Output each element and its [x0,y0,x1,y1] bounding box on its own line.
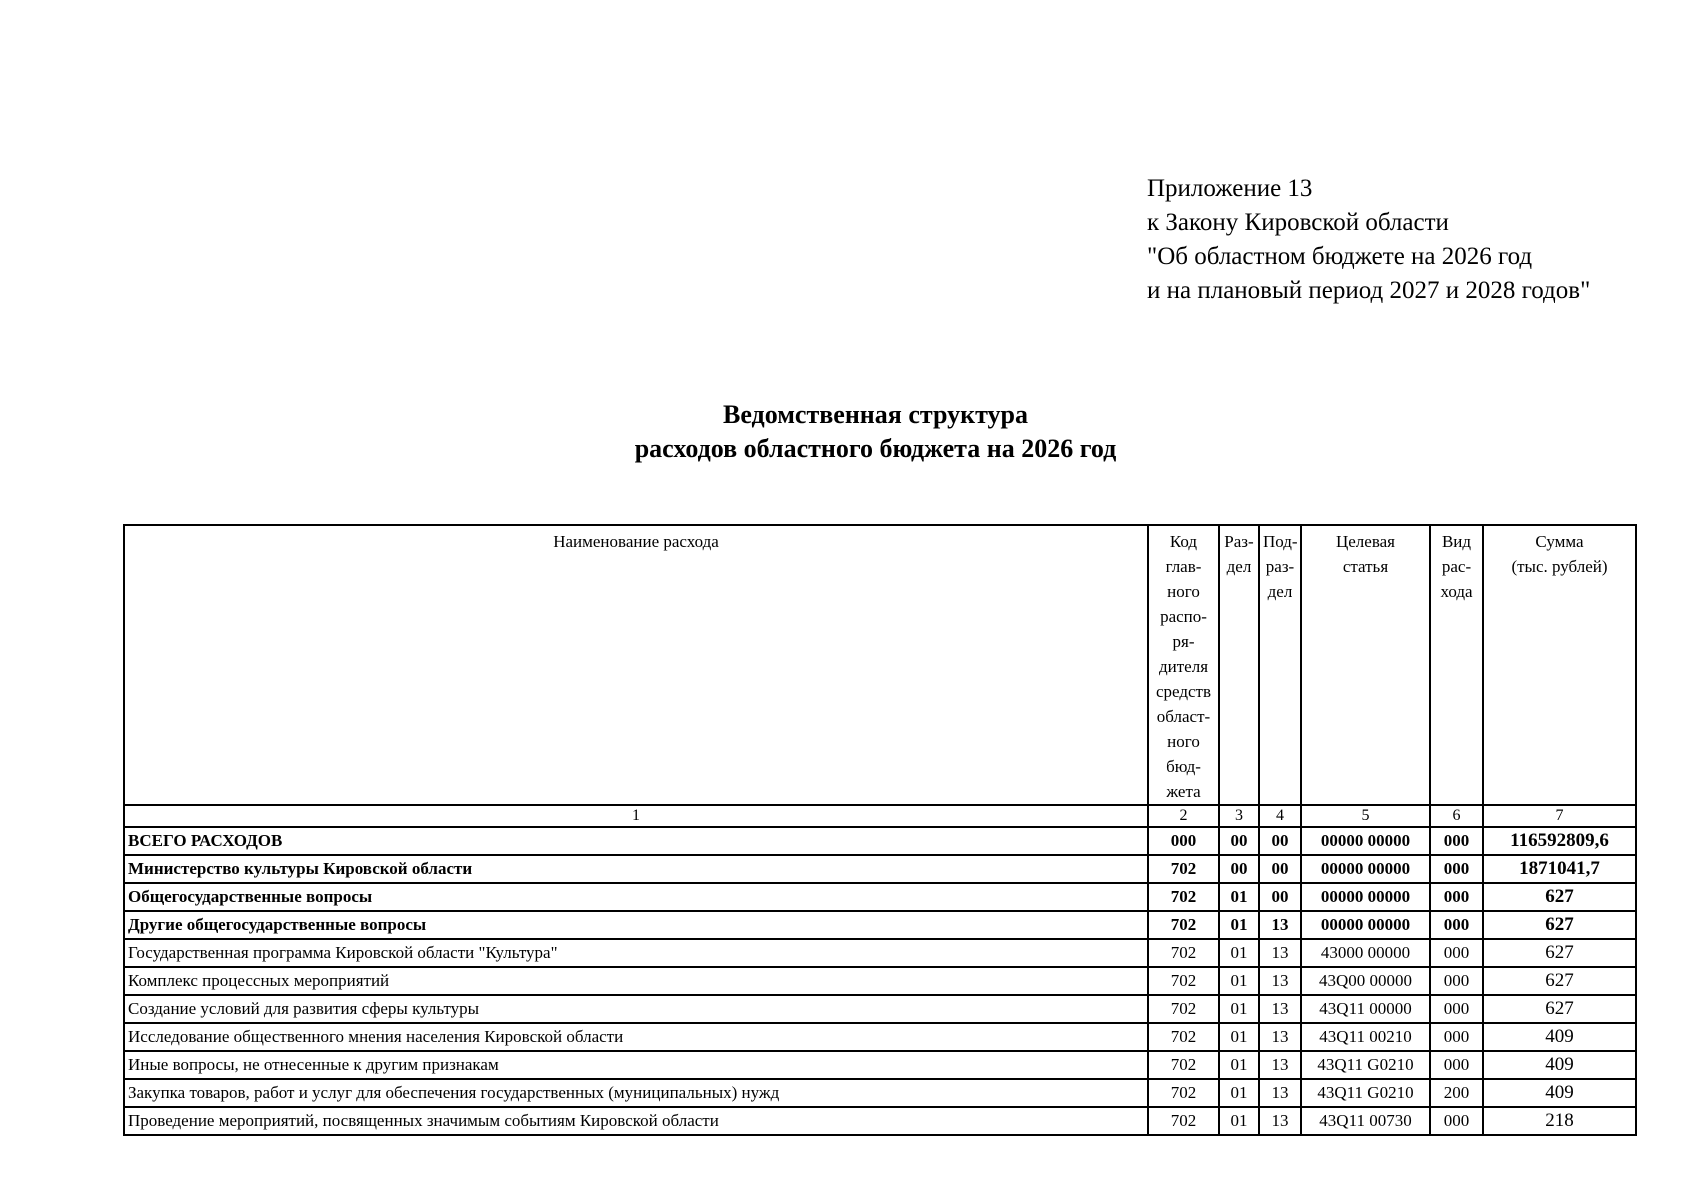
header-line: област- [1156,707,1211,726]
cell-subsection: 13 [1259,995,1301,1023]
cell-name: Исследование общественного мнения населения Кировской области [124,1023,1148,1051]
table-row [124,939,1636,967]
cell-code: 702 [1148,883,1219,911]
cell-expense-type: 000 [1430,883,1483,911]
column-number: 1 [124,805,1148,827]
cell-section: 01 [1219,967,1259,995]
cell-target: 43Q11 00730 [1301,1107,1430,1135]
cell-expense-type: 000 [1430,855,1483,883]
header-sum [1483,525,1636,805]
header-line: ного [1167,582,1200,601]
header-line: (тыс. рублей) [1511,557,1608,576]
cell-code: 000 [1148,827,1219,855]
header-line: рас- [1441,557,1472,576]
table-row [124,911,1636,939]
cell-target: 00000 00000 [1301,883,1430,911]
table-header [124,525,1636,827]
cell-name: Закупка товаров, работ и услуг для обеспечения государственных (муниципальных) нужд [124,1079,1148,1107]
cell-code: 702 [1148,1079,1219,1107]
cell-section: 00 [1219,827,1259,855]
header-line: дителя [1158,657,1209,676]
cell-subsection: 13 [1259,1023,1301,1051]
cell-code: 702 [1148,1051,1219,1079]
header-line: ря- [1172,632,1195,651]
cell-section: 01 [1219,939,1259,967]
cell-sum: 409 [1483,1079,1636,1107]
cell-expense-type: 200 [1430,1079,1483,1107]
cell-sum: 116592809,6 [1483,827,1636,855]
cell-expense-type: 000 [1430,1107,1483,1135]
cell-sum: 627 [1483,883,1636,911]
cell-name: Общегосударственные вопросы [124,883,1148,911]
cell-expense-type: 000 [1430,1023,1483,1051]
cell-sum: 627 [1483,967,1636,995]
cell-name: Другие общегосударственные вопросы [124,911,1148,939]
cell-expense-type: 000 [1430,911,1483,939]
cell-code: 702 [1148,855,1219,883]
table-row [124,883,1636,911]
cell-subsection: 00 [1259,855,1301,883]
cell-name: Иные вопросы, не отнесенные к другим признакам [124,1051,1148,1079]
table-row [124,967,1636,995]
cell-target: 43000 00000 [1301,939,1430,967]
header-line: хода [1440,582,1473,601]
cell-target: 43Q11 G0210 [1301,1051,1430,1079]
cell-target: 43Q11 00210 [1301,1023,1430,1051]
cell-subsection: 13 [1259,967,1301,995]
header-line: Под- [1263,532,1298,551]
cell-subsection: 13 [1259,911,1301,939]
cell-target: 00000 00000 [1301,827,1430,855]
table-row [124,1023,1636,1051]
header-line: Раз- [1224,532,1254,551]
header-line: Сумма [1535,532,1584,551]
cell-sum: 409 [1483,1051,1636,1079]
cell-sum: 627 [1483,995,1636,1023]
header-line: дел [1226,557,1252,576]
cell-expense-type: 000 [1430,1051,1483,1079]
document-title [0,398,1701,466]
cell-subsection: 13 [1259,1051,1301,1079]
cell-code: 702 [1148,1023,1219,1051]
cell-name: Создание условий для развития сферы культуры [124,995,1148,1023]
budget-table [123,524,1637,1136]
cell-sum: 627 [1483,911,1636,939]
cell-target: 00000 00000 [1301,855,1430,883]
table-row [124,1107,1636,1135]
cell-code: 702 [1148,995,1219,1023]
cell-section: 01 [1219,883,1259,911]
cell-section: 01 [1219,1051,1259,1079]
cell-section: 01 [1219,995,1259,1023]
cell-subsection: 13 [1259,1079,1301,1107]
cell-expense-type: 000 [1430,995,1483,1023]
header-line: раз- [1265,557,1295,576]
cell-name: Проведение мероприятий, посвященных значимым событиям Кировской области [124,1107,1148,1135]
cell-code: 702 [1148,967,1219,995]
cell-section: 01 [1219,911,1259,939]
appendix-line: Приложение 13 [1147,175,1313,202]
title-line: Ведомственная структура [723,400,1028,429]
table-row [124,995,1636,1023]
cell-target: 43Q00 00000 [1301,967,1430,995]
cell-subsection: 13 [1259,1107,1301,1135]
column-number: 5 [1301,805,1430,827]
header-target [1301,525,1430,805]
cell-subsection: 13 [1259,939,1301,967]
cell-subsection: 00 [1259,827,1301,855]
header-line: жета [1166,782,1201,801]
column-number-row [124,805,1636,827]
cell-code: 702 [1148,1107,1219,1135]
appendix-line: и на плановый период 2027 и 2028 годов" [1147,277,1591,304]
table-row [124,1051,1636,1079]
column-number: 6 [1430,805,1483,827]
cell-sum: 409 [1483,1023,1636,1051]
table-body [124,827,1636,1135]
header-section [1219,525,1259,805]
header-line: бюд- [1166,757,1201,776]
appendix-line: "Об областном бюджете на 2026 год [1147,243,1533,270]
header-row [124,525,1636,805]
cell-expense-type: 000 [1430,939,1483,967]
cell-target: 43Q11 00000 [1301,995,1430,1023]
appendix-line: к Закону Кировской области [1147,209,1449,236]
cell-name: Министерство культуры Кировской области [124,855,1148,883]
cell-name: Государственная программа Кировской области "Культура" [124,939,1148,967]
header-line: Вид [1441,532,1472,551]
cell-sum: 627 [1483,939,1636,967]
cell-section: 01 [1219,1023,1259,1051]
cell-section: 01 [1219,1107,1259,1135]
cell-subsection: 00 [1259,883,1301,911]
cell-code: 702 [1148,939,1219,967]
header-line: глав- [1165,557,1202,576]
header-line: распо- [1160,607,1207,626]
header-line: Целевая [1335,532,1396,551]
header-subsection [1259,525,1301,805]
column-number: 3 [1219,805,1259,827]
header-expense-type [1430,525,1483,805]
cell-expense-type: 000 [1430,967,1483,995]
column-number: 4 [1259,805,1301,827]
cell-expense-type: 000 [1430,827,1483,855]
table-row [124,855,1636,883]
title-line: расходов областного бюджета на 2026 год [634,434,1117,463]
header-code [1148,525,1219,805]
header-line: дел [1267,582,1293,601]
cell-code: 702 [1148,911,1219,939]
appendix-block [1147,172,1590,308]
cell-section: 00 [1219,855,1259,883]
header-name: Наименование расхода [124,525,1148,805]
header-line: ного [1167,732,1200,751]
cell-sum: 218 [1483,1107,1636,1135]
cell-sum: 1871041,7 [1483,855,1636,883]
header-line: Код [1169,532,1198,551]
column-number: 2 [1148,805,1219,827]
cell-target: 00000 00000 [1301,911,1430,939]
table-row [124,827,1636,855]
header-line: средств [1155,682,1212,701]
cell-name: ВСЕГО РАСХОДОВ [124,827,1148,855]
cell-section: 01 [1219,1079,1259,1107]
header-line: статья [1342,557,1389,576]
cell-target: 43Q11 G0210 [1301,1079,1430,1107]
table-row [124,1079,1636,1107]
cell-name: Комплекс процессных мероприятий [124,967,1148,995]
column-number: 7 [1483,805,1636,827]
